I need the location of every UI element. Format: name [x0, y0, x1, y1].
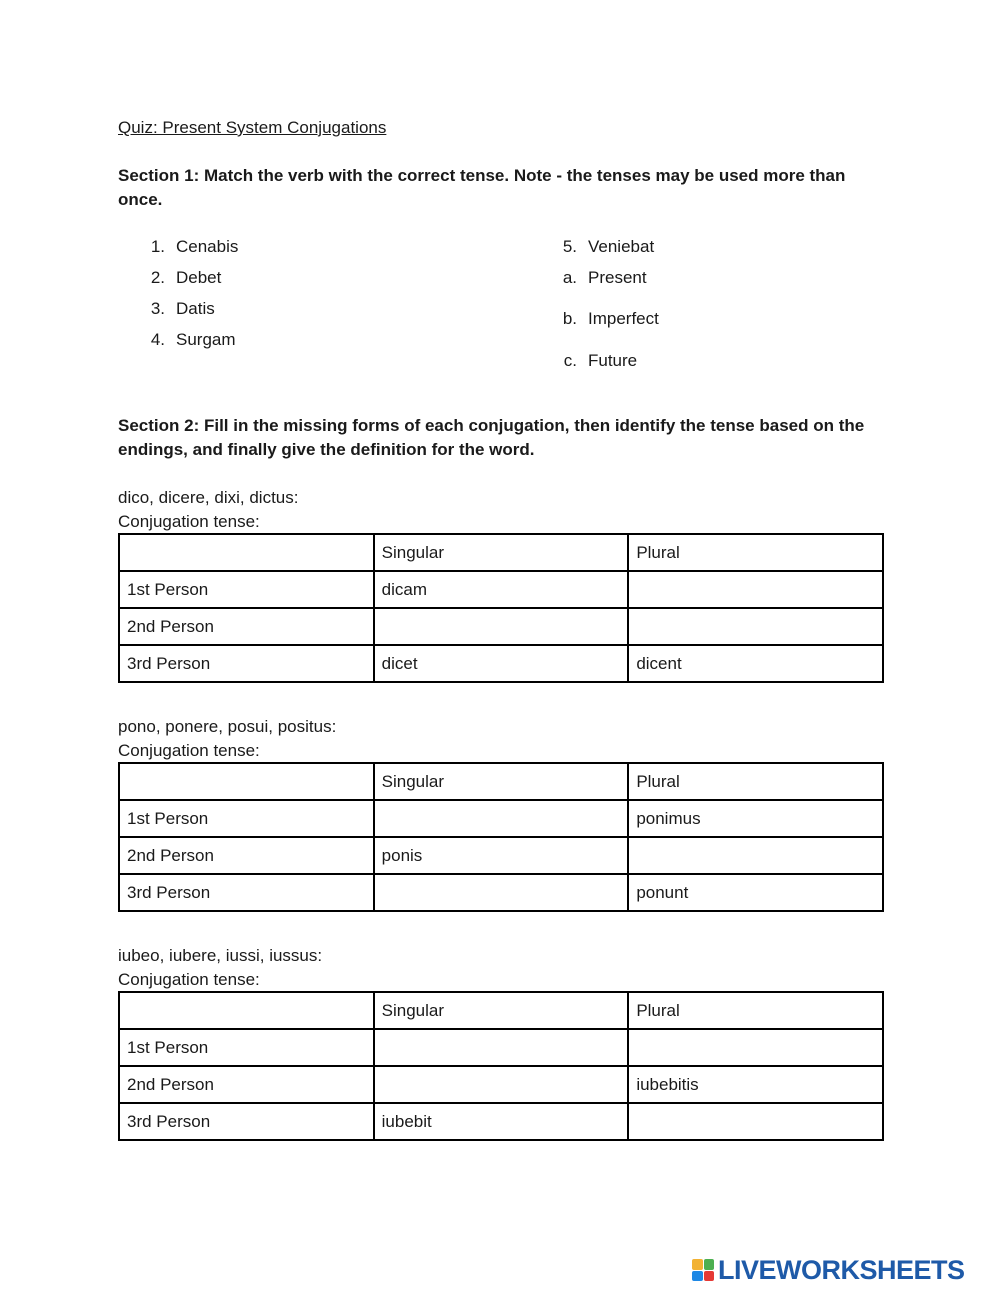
table-row [119, 645, 883, 682]
verb-item: 3. Datis [150, 299, 215, 318]
table-row [119, 571, 883, 608]
header-cell [119, 992, 374, 1029]
table-row [119, 874, 883, 911]
header-cell: Singular [374, 763, 629, 800]
liveworksheets-logo [692, 1256, 965, 1284]
verb-principal-parts: dico, dicere, dixi, dictus: [118, 488, 299, 507]
plural-cell[interactable] [628, 608, 883, 645]
singular-cell[interactable] [374, 1066, 629, 1103]
header-cell [119, 534, 374, 571]
header-cell: Singular [374, 534, 629, 571]
table-row [119, 1103, 883, 1140]
person-cell: 1st Person [119, 1029, 374, 1066]
plural-cell: ponimus [628, 800, 883, 837]
table-row [119, 1029, 883, 1066]
header-cell: Plural [628, 763, 883, 800]
plural-cell[interactable] [628, 1029, 883, 1066]
tense-option: a. Present [562, 268, 647, 287]
conjugation-table [118, 533, 884, 683]
person-cell: 1st Person [119, 800, 374, 837]
plural-cell[interactable] [628, 1103, 883, 1140]
singular-cell[interactable] [374, 800, 629, 837]
table-header-row [119, 763, 883, 800]
table-row [119, 1066, 883, 1103]
person-cell: 2nd Person [119, 837, 374, 874]
section2-heading: Section 2: Fill in the missing forms of each conjugation, then identify the tense based on the endings, and finally give the definition for the word. [118, 416, 865, 459]
liveworksheets-logo-icon [692, 1259, 714, 1281]
person-cell: 2nd Person [119, 608, 374, 645]
verb-item: 1. Cenabis [150, 237, 239, 256]
singular-cell: dicam [374, 571, 629, 608]
tense-option: b. Imperfect [562, 309, 659, 328]
plural-cell: ponunt [628, 874, 883, 911]
header-cell: Singular [374, 992, 629, 1029]
logo-square [704, 1259, 715, 1270]
singular-cell: ponis [374, 837, 629, 874]
quiz-title: Quiz: Present System Conjugations [118, 118, 387, 137]
plural-cell: dicent [628, 645, 883, 682]
plural-cell[interactable] [628, 837, 883, 874]
verb-item: 5. Veniebat [562, 237, 655, 256]
logo-square [704, 1271, 715, 1282]
header-cell: Plural [628, 992, 883, 1029]
person-cell: 3rd Person [119, 874, 374, 911]
conjugation-table [118, 762, 884, 912]
table-row [119, 800, 883, 837]
person-cell: 2nd Person [119, 1066, 374, 1103]
header-cell [119, 763, 374, 800]
conjugation-tense-label: Conjugation tense: [118, 512, 260, 531]
logo-square [692, 1259, 703, 1270]
table-row [119, 608, 883, 645]
conjugation-tense-label: Conjugation tense: [118, 741, 260, 760]
section1-heading: Section 1: Match the verb with the correct tense. Note - the tenses may be used more than once. [118, 166, 846, 209]
conjugation-tense-label: Conjugation tense: [118, 970, 260, 989]
verb-item: 2. Debet [150, 268, 222, 287]
tense-option: c. Future [563, 351, 638, 370]
verb-principal-parts: pono, ponere, posui, positus: [118, 717, 337, 736]
table-header-row [119, 992, 883, 1029]
singular-cell[interactable] [374, 608, 629, 645]
table-header-row [119, 534, 883, 571]
plural-cell: iubebitis [628, 1066, 883, 1103]
singular-cell[interactable] [374, 1029, 629, 1066]
singular-cell: dicet [374, 645, 629, 682]
singular-cell: iubebit [374, 1103, 629, 1140]
header-cell: Plural [628, 534, 883, 571]
verb-principal-parts: iubeo, iubere, iussi, iussus: [118, 946, 323, 965]
logo-square [692, 1271, 703, 1282]
table-row [119, 837, 883, 874]
person-cell: 1st Person [119, 571, 374, 608]
singular-cell[interactable] [374, 874, 629, 911]
person-cell: 3rd Person [119, 645, 374, 682]
verb-item: 4. Surgam [150, 330, 236, 349]
logo-text: LIVEWORKSHEETS [718, 1254, 965, 1285]
conjugation-table [118, 991, 884, 1141]
person-cell: 3rd Person [119, 1103, 374, 1140]
plural-cell[interactable] [628, 571, 883, 608]
